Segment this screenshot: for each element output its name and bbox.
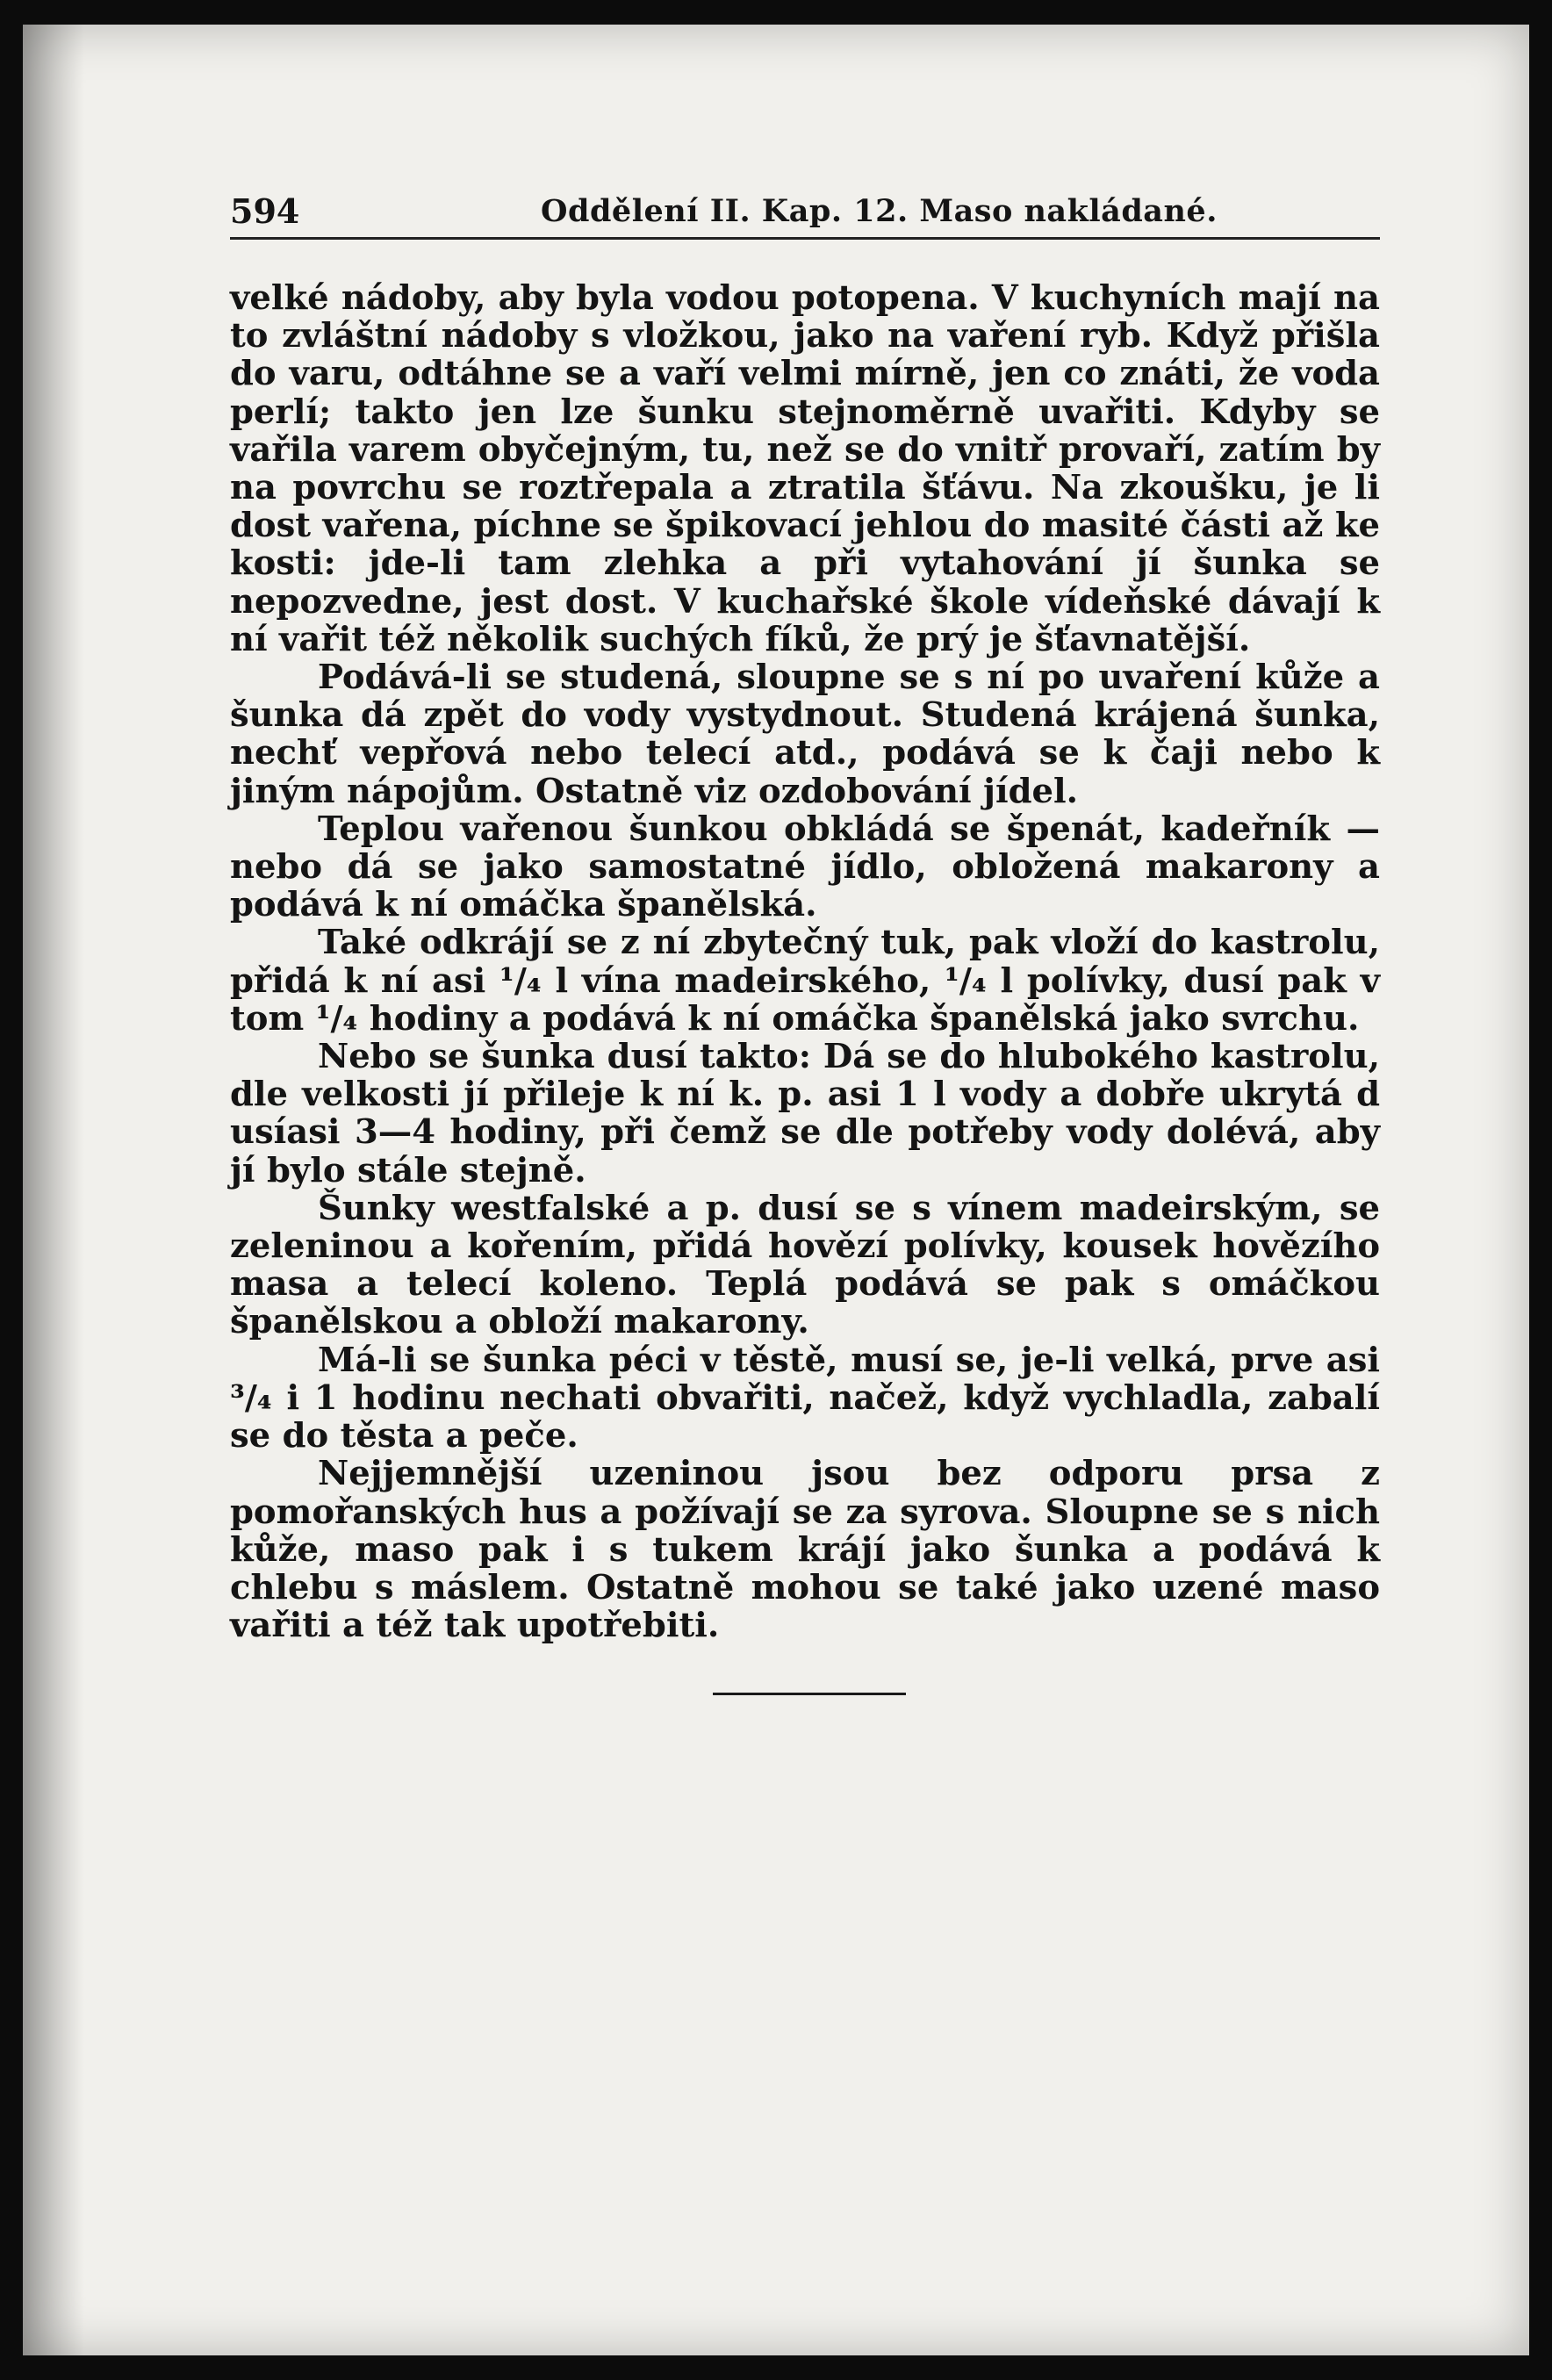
paragraph: Podává-li se studená, sloupne se s ní po uvaření kůže a šunka dá zpět do vody vystydnout. Studená krájená šunka, nechť vepřová nebo telecí atd., podává se k čaji nebo k jiným nápojům. Ostatně viz ozdobování jídel. xyxy=(230,658,1380,811)
running-header xyxy=(230,176,1380,234)
paragraph: Nejjemnější uzeninou jsou bez odporu prsa z pomořanských hus a požívají se za syrova. Sloupne se s nich kůže, maso pak i s tukem krájí jako šunka a podává k chlebu s máslem. Ostatně mohou se také jako uzené maso vařiti a též tak upotřebiti. xyxy=(230,1454,1380,1646)
page-number: 594 xyxy=(230,191,300,231)
page-edge-shadow xyxy=(23,25,84,2355)
header-rule xyxy=(230,237,1380,240)
section-end-rule xyxy=(713,1693,906,1695)
paragraph: Také odkrájí se z ní zbytečný tuk, pak vloží do kastrolu, přidá k ní asi ¹/₄ l vína madeirského, ¹/₄ l polívky, dusí pak v tom ¹/₄ hodiny a podává k ní omáčka španělská jako svrchu. xyxy=(230,923,1380,1039)
paragraph: Šunky westfalské a p. dusí se s vínem madeirským, se zeleninou a kořením, přidá hovězí polívky, kousek hovězího masa a telecí koleno. Teplá podává se pak s omáčkou španělskou a obloží makarony. xyxy=(230,1188,1380,1342)
paragraph: Nebo se šunka dusí takto: Dá se do hlubokého kastrolu, dle velkosti jí přileje k ní k. p. asi 1 l vody a dobře ukrytá d usíasi 3—4 hodiny, při čemž se dle potřeby vody dolévá, aby jí bylo stále stejně. xyxy=(230,1037,1380,1190)
running-head-title: Oddělení II. Kap. 12. Maso nakládané. xyxy=(541,193,1218,229)
paragraph: Teplou vařenou šunkou obkládá se špenát, kadeřník — nebo dá se jako samostatné jídlo, obložená makarony a podává k ní omáčka španělská. xyxy=(230,809,1380,925)
paragraph: Má-li se šunka péci v těstě, musí se, je-li velká, prve asi ³/₄ i 1 hodinu nechati obvařiti, načež, když vychladla, zabalí se do těsta a peče. xyxy=(230,1340,1380,1456)
paragraph: velké nádoby, aby byla vodou potopena. V kuchyních mají na to zvláštní nádoby s vložkou, jako na vaření ryb. Když přišla do varu, odtáhne se a vaří velmi mírně, jen co znáti, že voda perlí; takto jen lze šunku stejnoměrně uvařiti. Kdyby se vařila varem obyčejným, tu, než se do vnitř provaří, zatím by na povrchu se roztřepala a ztratila šťávu. Na zkoušku, je li dost vařena, píchne se špikovací jehlou do masité části až ke kosti: jde-li tam zlehka a při vytahování jí šunka se nepozvedne, jest dost. V kuchařské škole vídeňské dávají k ní vařit též několik suchých fíků, že prý je šťavnatější. xyxy=(230,278,1380,659)
body-text xyxy=(230,279,1380,1644)
